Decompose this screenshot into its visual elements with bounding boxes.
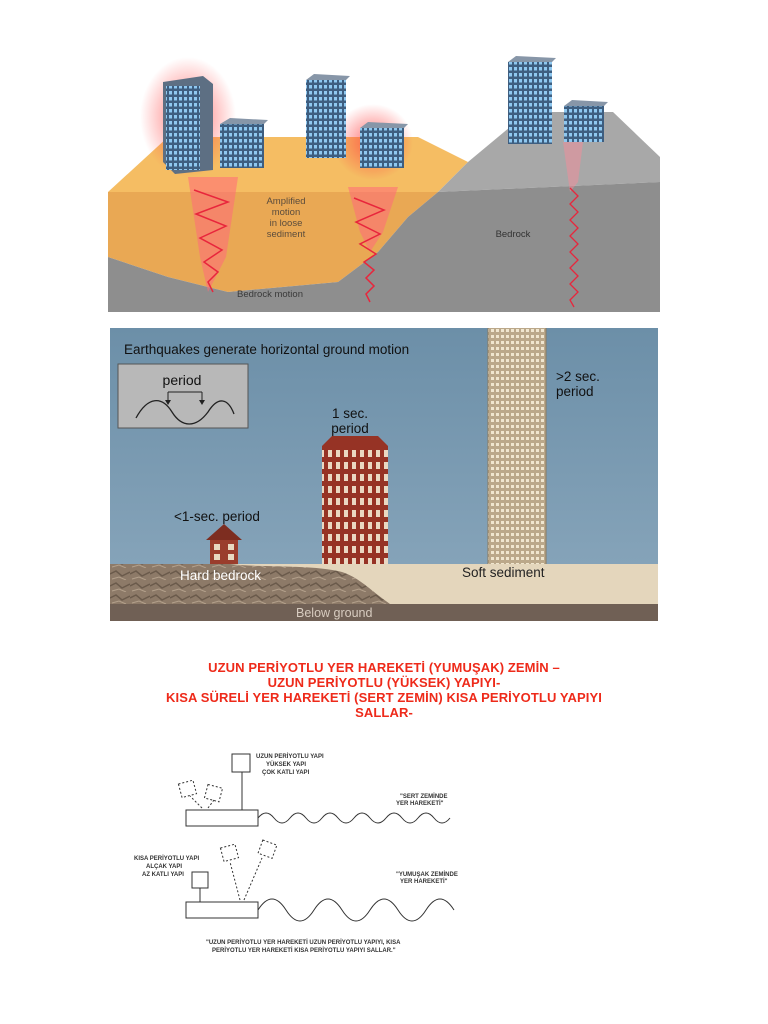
- structure-period-sketch: [130, 742, 470, 962]
- amplified-label-line1: Amplified: [266, 196, 306, 207]
- tall-building-middle: [306, 74, 350, 158]
- hard-ground-label-line1: "SERT ZEMİNDE: [400, 794, 448, 800]
- short-period-label: <1-sec. period: [174, 509, 260, 524]
- caption-line-4: SALLAR-: [355, 705, 413, 720]
- soft-ground-label-line1: "YUMUŞAK ZEMİNDE: [396, 872, 458, 878]
- caption-line-1: UZUN PERİYOTLU YER HAREKETİ (YUMUŞAK) ZEMİN –: [208, 660, 560, 675]
- mid-rise-building: [322, 436, 388, 564]
- short-building-bedrock: [564, 100, 608, 142]
- amplified-label-line4: sediment: [266, 229, 306, 240]
- tall-structure-sketch: [178, 754, 258, 826]
- short-building-sediment: [220, 118, 268, 168]
- soft-ground-wave: [258, 899, 454, 921]
- one-sec-label-line1: 1 sec.: [331, 406, 369, 421]
- site-amplification-diagram: [108, 42, 660, 312]
- long-period-label-line1: >2 sec.: [556, 369, 600, 384]
- quote-line1: "UZUN PERİYOTLU YER HAREKETİ UZUN PERİYOTLU YAPIYI, KISA: [206, 940, 401, 946]
- caption-line-2: UZUN PERİYOTLU (YÜKSEK) YAPIYI-: [267, 675, 501, 690]
- short-label-line2: ALÇAK YAPI: [146, 864, 183, 870]
- tall-building-sediment: [163, 76, 213, 174]
- soft-sediment-label: Soft sediment: [462, 565, 545, 580]
- tall-label-line1: UZUN PERİYOTLU YAPI: [256, 754, 324, 760]
- long-period-label-line2: period: [556, 384, 594, 399]
- quote-line2: PERİYOTLU YER HAREKETİ KISA PERİYOTLU YAPIYI SALLAR.": [212, 948, 396, 954]
- bedrock-motion-label: Bedrock motion: [236, 289, 304, 300]
- short-label-line1: KISA PERİYOTLU YAPI: [134, 856, 200, 862]
- hard-bedrock-label: Hard bedrock: [180, 568, 262, 583]
- bedrock-label: Bedrock: [495, 229, 531, 240]
- caption-line-3: KISA SÜRELİ YER HAREKETİ (SERT ZEMİN) KISA PERİYOTLU YAPIYI: [166, 690, 602, 705]
- building-period-diagram: [110, 328, 658, 621]
- short-structure-sketch: [186, 840, 277, 918]
- below-ground-label: Below ground: [296, 606, 373, 620]
- red-caption: [60, 660, 708, 720]
- hard-ground-label-line2: YER HAREKETİ": [396, 801, 444, 807]
- short-building-middle: [360, 122, 408, 168]
- skyscraper: [488, 328, 546, 564]
- soft-ground-label-line2: YER HAREKETİ": [400, 879, 448, 885]
- amplified-label-line2: motion: [271, 207, 301, 218]
- figure2-title: Earthquakes generate horizontal ground motion: [124, 342, 410, 357]
- short-label-line3: AZ KATLI YAPI: [142, 872, 184, 878]
- tall-label-line2: YÜKSEK YAPI: [266, 762, 307, 768]
- one-sec-label-line2: period: [331, 421, 369, 436]
- tall-building-bedrock: [508, 56, 556, 144]
- tall-label-line3: ÇOK KATLI YAPI: [262, 770, 310, 776]
- amplified-label-line3: in loose: [269, 218, 303, 229]
- hard-ground-wave: [258, 813, 450, 823]
- period-box-label: period: [162, 372, 202, 388]
- below-ground-layer: [110, 604, 658, 621]
